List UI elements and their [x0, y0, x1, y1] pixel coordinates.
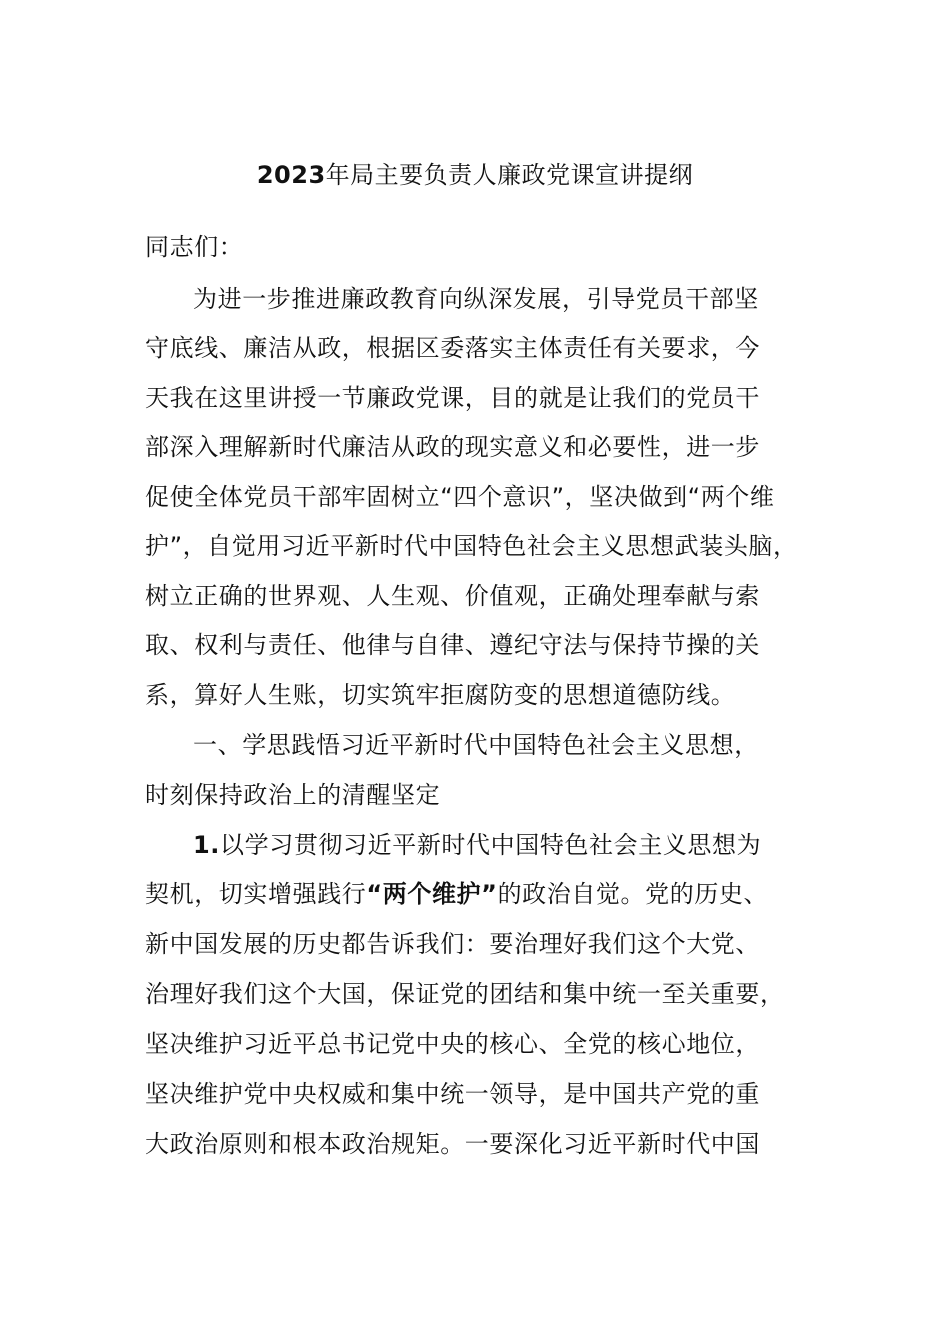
item-emphasis: “两个维护”	[366, 880, 498, 908]
title-text: 年局主要负责人廉政党课宣讲提纲	[325, 161, 694, 189]
item-line: 坚决维护党中央权威和集中统一领导，是中国共产党的重	[145, 1080, 760, 1108]
item-line: 坚决维护习近平总书记党中央的核心、全党的核心地位，	[145, 1030, 760, 1058]
item-line: 新中国发展的历史都告诉我们：要治理好我们这个大党、	[145, 930, 760, 958]
paragraph-line: 部深入理解新时代廉洁从政的现实意义和必要性，进一步	[145, 433, 760, 461]
item-line: 大政治原则和根本政治规矩。一要深化习近平新时代中国	[145, 1130, 760, 1158]
paragraph-line: 促使全体党员干部牢固树立“四个意识”，坚决做到“两个维	[145, 483, 775, 511]
section-heading-line: 时刻保持政治上的清醒坚定	[145, 781, 441, 809]
item-text: 以学习贯彻习近平新时代中国特色社会主义思想为	[220, 831, 762, 859]
paragraph-line: 守底线、廉洁从政，根据区委落实主体责任有关要求，今	[145, 334, 760, 362]
item-text: 契机，切实增强践行	[145, 880, 367, 908]
document-title	[0, 155, 950, 195]
paragraph-line: 树立正确的世界观、人生观、价值观，正确处理奉献与索	[145, 582, 760, 610]
section-heading-line: 一、学思践悟习近平新时代中国特色社会主义思想，	[193, 731, 759, 759]
salutation: 同志们：	[145, 233, 244, 261]
paragraph-line: 取、权利与责任、他律与自律、遵纪守法与保持节操的关	[145, 631, 760, 659]
item-line	[145, 869, 845, 919]
paragraph-line: 系，算好人生账，切实筑牢拒腐防变的思想道德防线。	[145, 681, 736, 709]
paragraph-line: 天我在这里讲授一节廉政党课，目的就是让我们的党员干	[145, 384, 760, 412]
item-line: 治理好我们这个大国，保证党的团结和集中统一至关重要，	[145, 980, 785, 1008]
paragraph-line: 为进一步推进廉政教育向纵深发展，引导党员干部坚	[193, 285, 759, 313]
item-number: 1.	[193, 831, 221, 859]
item-text: 的政治自觉。党的历史、	[497, 880, 769, 908]
title-year: 2023	[256, 161, 326, 189]
paragraph-line: 护”，自觉用习近平新时代中国特色社会主义思想武装头脑，	[145, 532, 798, 560]
item-line	[193, 820, 893, 870]
